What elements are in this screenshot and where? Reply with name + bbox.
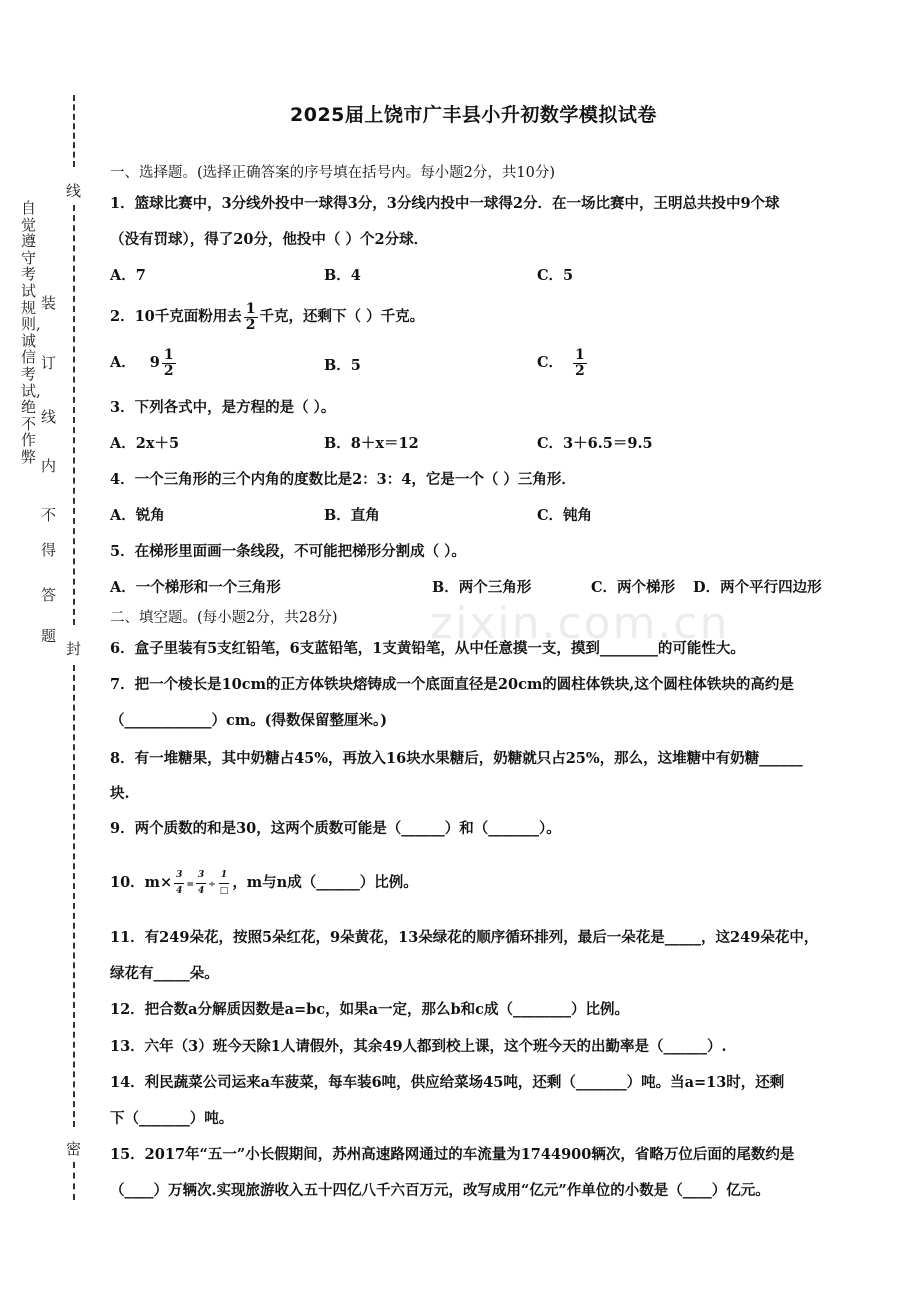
q1-option-a: A．7 (110, 267, 146, 284)
q10-fraction-c (218, 868, 231, 899)
q3-option-b: B．8＋x＝12 (324, 435, 419, 452)
q1-option-c: C．5 (537, 267, 574, 284)
q10-c-den: □ (219, 885, 229, 896)
q5-option-b: B．两个三角形 (432, 579, 532, 596)
q6-line: 6．盒子里装有5支红铅笔，6支蓝铅笔，1支黄铅笔，从中任意摸一支，摸到________的可能性大。 (110, 640, 745, 657)
q2-option-a-fraction (162, 348, 176, 379)
q2-option-c-den: 2 (575, 362, 585, 379)
q4-option-c: C．钝角 (537, 507, 593, 524)
q3-line: 3．下列各式中，是方程的是（ ）。 (110, 399, 336, 416)
q1-option-b: B．4 (324, 267, 361, 284)
q4-option-b: B．直角 (324, 507, 380, 524)
q10-a-den: 4 (176, 885, 183, 896)
binding-word-7: 答 (41, 586, 57, 604)
q2-option-c-fraction (573, 348, 587, 379)
q10-line (110, 865, 418, 903)
q10-divide: ÷ (208, 880, 216, 890)
q2-option-a-den: 2 (163, 362, 174, 379)
q12-line: 12．把合数a分解质因数是a=bc，如果a一定，那么b和c成（________）比例。 (110, 1001, 629, 1018)
q4-line: 4．一个三角形的三个内角的度数比是2：3：4，它是一个（ ）三角形． (110, 471, 576, 488)
watermark: zixin.com.cn (430, 598, 730, 649)
q11-line1: 11．有249朵花，按照5朵红花，9朵黄花，13朵绿花的顺序循环排列，最后一朵花是_____，这249朵花中， (110, 929, 819, 946)
q4-option-a: A．锐角 (110, 507, 165, 524)
q3-option-c: C．3＋6.5＝9.5 (537, 435, 653, 452)
section2-heading: 二、填空题。(每小题2分，共28分) (110, 610, 338, 626)
binding-word-4: 内 (41, 457, 57, 475)
q2-option-c-num: 1 (575, 346, 585, 363)
q1-line1: 1．篮球比赛中，3分线外投中一球得3分，3分线内投中一球得2分．在一场比赛中，王明总共投中9个球 (110, 195, 780, 212)
binding-dashed-line-2 (73, 205, 75, 625)
q11-line2: 绿花有_____朵。 (110, 965, 219, 982)
q8-line2: 块. (110, 785, 130, 802)
q3-option-a: A．2x＋5 (110, 435, 180, 452)
q2-option-a-num: 1 (163, 346, 174, 363)
binding-word-2: 订 (41, 354, 57, 372)
q15-line2: （____）万辆次.实现旅游收入五十四亿八千六百万元，改写成用“亿元”作单位的小数是（____）亿元。 (110, 1182, 770, 1199)
q10-equals: = (186, 880, 194, 890)
q10-c-num: 1 (219, 868, 229, 884)
q10-b-den: 4 (197, 885, 205, 896)
q2-option-a (110, 346, 178, 380)
q2-text-post: 千克，还剩下（ ）千克。 (259, 308, 425, 325)
honesty-pledge: 自觉遵守考试规则,诚信考试,绝不作弊 (21, 199, 41, 466)
q1-line2: （没有罚球），得了20分，他投中（ ）个2分球． (110, 231, 429, 248)
q10-b-num: 3 (196, 868, 206, 884)
binding-word-5: 不 (41, 506, 57, 524)
q2-frac-den: 2 (245, 316, 256, 333)
q7-line1: 7．把一个棱长是10cm的正方体铁块熔铸成一个底面直径是20cm的圆柱体铁块,这个圆柱体铁块的高约是 (110, 676, 794, 693)
q2-option-a-label: A． (110, 354, 136, 371)
q10-fraction-b (196, 868, 206, 899)
q2-text-pre: 2．10千克面粉用去 (110, 308, 242, 325)
binding-char-secret: 密 (66, 1140, 82, 1158)
q2-option-a-whole: 9 (149, 354, 160, 371)
section1-heading: 一、选择题。(选择正确答案的序号填在括号内。每小题2分，共10分) (110, 165, 555, 181)
q13-line: 13．六年（3）班今天除1人请假外，其余49人都到校上课，这个班今天的出勤率是（______）. (110, 1038, 727, 1055)
q5-line: 5．在梯形里面画一条线段，不可能把梯形分割成（ ）。 (110, 543, 466, 560)
binding-dashed-line-3 (73, 665, 75, 1127)
q10-text-post: ，m与n成（______）比例。 (232, 874, 418, 891)
q2-option-c (537, 346, 589, 380)
binding-char-line: 线 (66, 182, 82, 200)
q2-option-b: B．5 (324, 357, 361, 374)
q15-line1: 15．2017年“五一”小长假期间，苏州高速路网通过的车流量为1744900辆次，省略万位后面的尾数约是 (110, 1146, 795, 1163)
binding-dashed-line-4 (73, 1162, 75, 1200)
q14-line1: 14．利民蔬菜公司运来a车菠菜，每车装6吨，供应给菜场45吨，还剩（_______）吨。当a=13时，还剩 (110, 1074, 785, 1091)
q2-line (110, 300, 424, 334)
q7-line2: （____________）cm。(得数保留整厘米。) (110, 712, 388, 729)
page-title: 2025届上饶市广丰县小升初数学模拟试卷 (290, 104, 657, 126)
binding-dashed-line-1 (73, 95, 75, 167)
q14-line2: 下（_______）吨。 (110, 1110, 234, 1127)
q2-option-c-label: C． (537, 354, 564, 371)
binding-word-8: 题 (41, 627, 57, 645)
q2-fraction (244, 302, 258, 333)
q5-option-a: A．一个梯形和一个三角形 (110, 579, 281, 596)
q10-a-num: 3 (174, 868, 184, 884)
binding-char-seal: 封 (66, 640, 82, 658)
binding-word-6: 得 (41, 541, 57, 559)
q5-option-d: D．两个平行四边形 (693, 579, 822, 596)
q2-frac-num: 1 (245, 300, 256, 317)
q8-line1: 8．有一堆糖果，其中奶糖占45%，再放入16块水果糖后，奶糖就只占25%，那么，这堆糖中有奶糖______ (110, 750, 803, 767)
binding-word-1: 装 (41, 294, 57, 312)
q9-line: 9．两个质数的和是30，这两个质数可能是（______）和（_______）。 (110, 820, 561, 837)
q10-fraction-a (174, 868, 184, 899)
binding-word-3: 线 (41, 408, 57, 426)
q10-text-pre: 10．m× (110, 874, 173, 891)
q5-option-c: C．两个梯形 (591, 579, 676, 596)
